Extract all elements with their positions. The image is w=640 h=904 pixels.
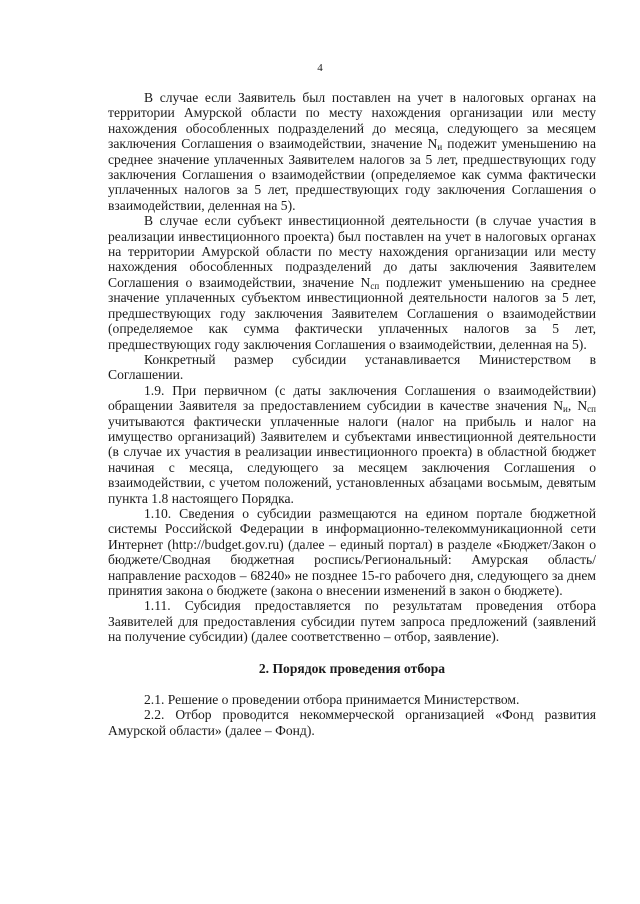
section-heading: 2. Порядок проведения отбора bbox=[258, 660, 446, 676]
paragraph-nsp-reduction: В случае если субъект инвестиционной деятельности (в случае участия в реализации инвестиционного проекта) был поставлен на учет в налоговых органах на территории Амурской области по месту нахождения организации или месту нахождения обособленных подразделений до даты заключения Заявителем Соглашения о взаимодействии, значение $N_{сп}$ подлежит уменьшению на среднее значение уплаченных субъектом инвестиционной деятельности налогов за 5 лет, предшествующих году заключения Заявителем Соглашения о взаимодействии (определяемое как сумма фактически уплаченных налогов за 5 лет, предшествующих году заключения Соглашения о взаимодействии, деленная на 5). bbox=[108, 213, 596, 352]
paragraph-1-11: 1.11. Субсидия предоставляется по результатам проведения отбора Заявителей для предоставления субсидии путем запроса предложений (заявлений на получение субсидии) (далее соответственно – отбор, заявление). bbox=[108, 598, 596, 645]
paragraph-1-9: 1.9. При первичном (с даты заключения Соглашения о взаимодействии) обращении Заявителя за предоставлением субсидии в качестве значения $N_и$, $N_{сп}$ учитываются фактически уплаченные налоги (налог на прибыль и налог на имущество организаций) Заявителем и субъектами инвестиционной деятельности (в случае их участия в реализации инвестиционного проекта) в областной бюджет начиная с месяца, следующего за месяцем заключения Соглашения о взаимодействии, с учетом положений, установленных абзацами восьмым, девятым пункта 1.8 настоящего Порядка. bbox=[108, 382, 596, 506]
paragraph-2-2: 2.2. Отбор проводится некоммерческой организацией «Фонд развития Амурской области» (далее – Фонд). bbox=[108, 707, 596, 738]
spacer bbox=[108, 645, 596, 651]
document-body bbox=[108, 90, 596, 738]
page-number: 4 bbox=[317, 62, 323, 74]
paragraph-2-1: 2.1. Решение о проведении отбора принимается Министерством. bbox=[144, 692, 520, 708]
paragraph-1-10: 1.10. Сведения о субсидии размещаются на едином портале бюджетной системы Российской Федерации в информационно-телекоммуникационной сети Интернет (http://budget.gov.ru) (далее – единый портал) в разделе «Бюджет/Закон о бюджете/Сводная бюджетная роспись/Региональный: Амурская область/ направление расходов – 68240» не позднее 15-го рабочего дня, следующего за днем принятия закона о бюджете (закона о внесении изменений в закон о бюджете). bbox=[108, 505, 596, 598]
paragraph-ni-reduction: В случае если Заявитель был поставлен на учет в налоговых органах на территории Амурской области по месту нахождения организации или месту нахождения обособленных подразделений до месяца, следующего за месяцем заключения Соглашения о взаимодействии, значение $N_и$ подежит уменьшению на среднее значение уплаченных Заявителем налогов за 5 лет, предшествующих году заключения Соглашения о взаимодействии (определяемое как сумма фактически уплаченных налогов за 5 лет, предшествующих году заключения Соглашения о взаимодействии, деленная на 5). bbox=[108, 90, 596, 213]
paragraph-subsidy-amount: Конкретный размер субсидии устанавливается Министерством в Соглашении. bbox=[108, 351, 596, 383]
